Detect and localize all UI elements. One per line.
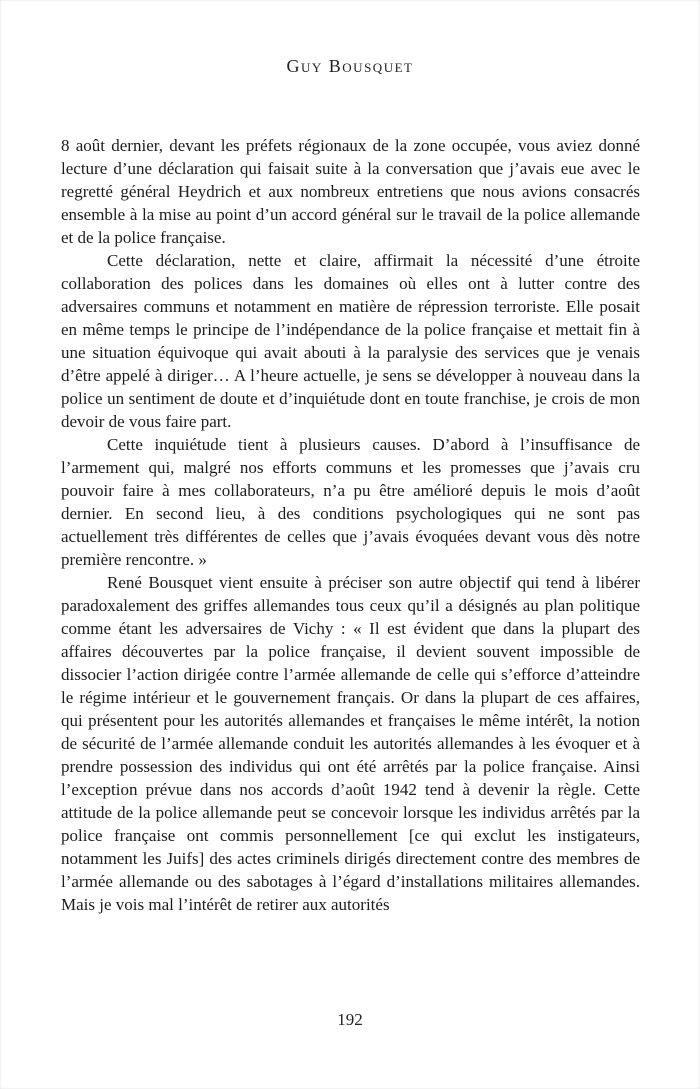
body-text — [61, 134, 640, 916]
paragraph-inquietude: Cette inquiétude tient à plusieurs causes. D’abord à l’insuffisance de l’armement qui, malgré nos efforts communs et les promesses que j’avais cru pouvoir faire à mes collaborateurs, n’a pu être amélioré depuis le mois d’août dernier. En second lieu, à des conditions psychologiques qui ne sont pas actuellement très différentes de celles que j’avais évoquées devant vous dès notre première rencontre. » — [61, 435, 640, 569]
running-head: Guy Bousquet — [286, 56, 414, 76]
paragraph-rene-bousquet: René Bousquet vient ensuite à préciser son autre objectif qui tend à libérer paradoxalement des griffes allemandes tous ceux qu’il a désignés au plan politique comme étant les adversaires de Vichy : « Il est évident que dans la plupart des affaires découvertes par la police française, il devient souvent impossible de dissocier l’action dirigée contre l’armée allemande de celle qui s’efforce d’atteindre le régime intérieur et le gouvernement français. Or dans la plupart de ces affaires, qui présentent pour les autorités allemandes et françaises le même intérêt, la notion de sécurité de l’armée allemande conduit les autorités allemandes à les évoquer et à prendre possession des individus qui ont été arrêtés par la police française. Ainsi l’exception prévue dans nos accords d’août 1942 tend à devenir la règle. Cette attitude de la police allemande peut se concevoir lorsque les individus arrêtés par la police française ont commis personnellement [ce qui exclut les instigateurs, notamment les Juifs] des actes criminels dirigés directement contre des membres de l’armée allemande ou des sabotages à l’égard d’installations militaires allemandes. Mais je vois mal l’intérêt de retirer aux autorités — [61, 573, 640, 914]
page-number: 192 — [337, 1010, 363, 1029]
paragraph-declaration: Cette déclaration, nette et claire, affirmait la nécessité d’une étroite collaboration des polices dans les domaines où elles ont à lutter contre des adversaires communs et notamment en matière de répression terroriste. Elle posait en même temps le principe de l’indépendance de la police française et mettait fin à une situation équivoque qui avait abouti à la paralysie des services que je venais d’être appelé à diriger… A l’heure actuelle, je sens se développer à nouveau dans la police un sentiment de doute et d’inquiétude dont en toute franchise, je crois de mon devoir de vous faire part. — [61, 251, 640, 431]
paragraph-continuation: 8 août dernier, devant les préfets régionaux de la zone occupée, vous aviez donné lecture d’une déclaration qui faisait suite à la conversation que j’avais eue avec le regretté général Heydrich et aux nombreux entretiens que nous avions consacrés ensemble à la mise au point d’un accord général sur le travail de la police allemande et de la police française. — [61, 136, 640, 247]
